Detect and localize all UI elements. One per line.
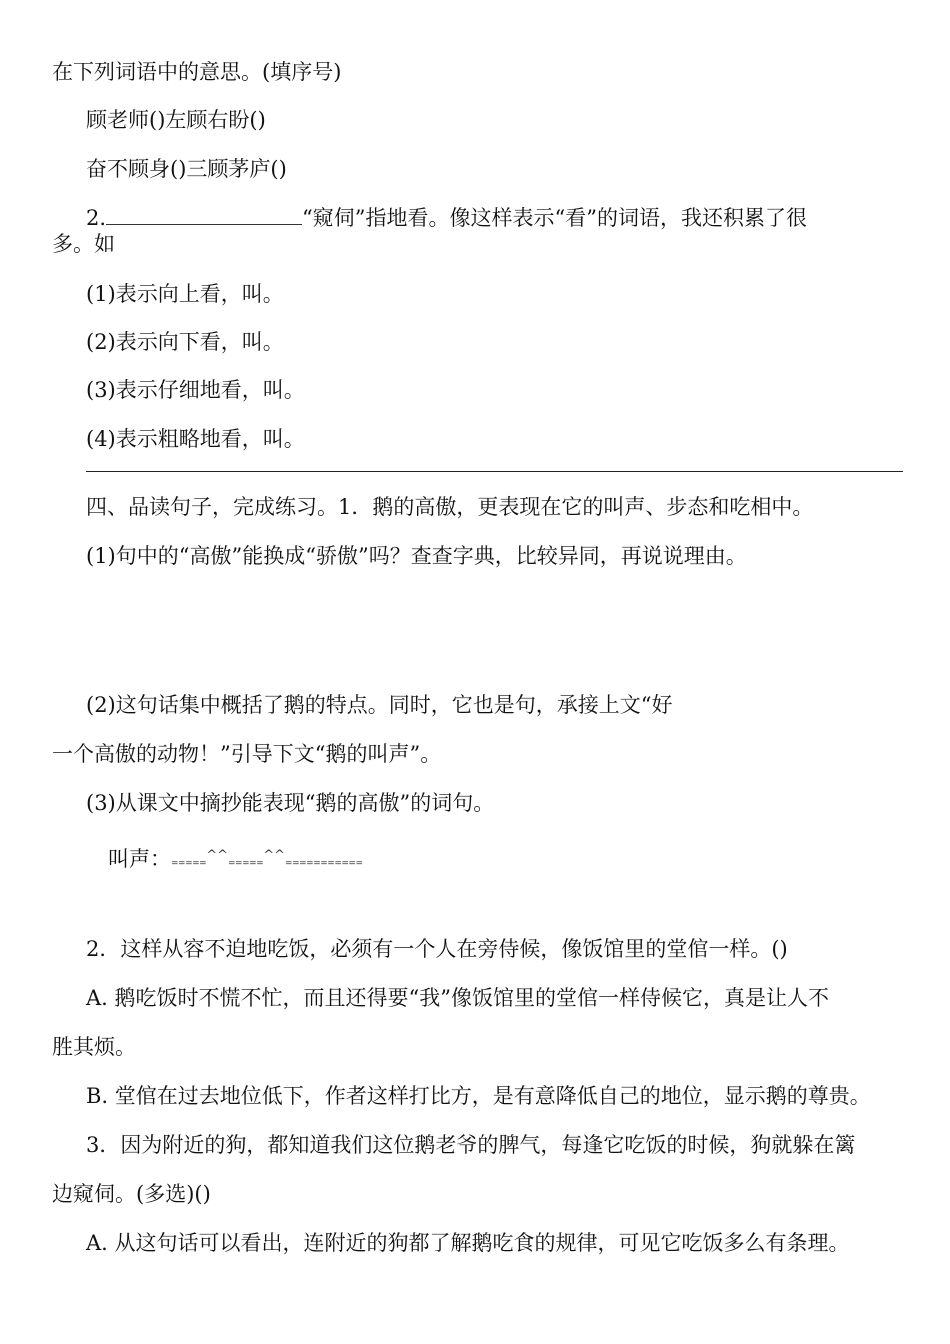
answer-line — [108, 842, 362, 878]
text-line: 在下列词语中的意思。(填序号) — [52, 60, 342, 84]
placeholder-marks: ^^ — [206, 848, 229, 863]
text-line: 一个高傲的动物！”引导下文“鹅的叫声”。 — [52, 742, 442, 766]
text-line: (4)表示粗略地看，叫。 — [86, 427, 305, 451]
section-heading: 四、品读句子，完成练习。1．鹅的高傲，更表现在它的叫声、步态和吃相中。 — [86, 495, 814, 519]
question-2-line — [86, 204, 807, 232]
text-line: (2)这句话集中概括了鹅的特点。同时，它也是句，承接上文“好 — [86, 693, 673, 717]
option-a: A. 从这句话可以看出，连附近的狗都了解鹅吃食的规律，可见它吃饭多么有条理。 — [86, 1231, 850, 1255]
text-line: (1)句中的“高傲”能换成“骄傲”吗？查查字典，比较异同，再说说理由。 — [86, 544, 747, 568]
placeholder-marks: =========== — [285, 859, 363, 869]
option-b: B. 堂倌在过去地位低下，作者这样打比方，是有意降低自己的地位，显示鹅的尊贵。 — [86, 1084, 871, 1108]
text-line: 2．这样从容不迫地吃饭，必须有一个人在旁侍候，像饭馆里的堂倌一样。() — [86, 937, 788, 961]
text-line: 边窥伺。(多选)() — [52, 1182, 211, 1206]
text-line: (1)表示向上看，叫。 — [86, 282, 284, 306]
text-line: 顾老师()左顾右盼() — [86, 108, 266, 132]
fill-blank[interactable] — [106, 204, 302, 225]
text-line: (3)从课文中摘抄能表现“鹅的高傲”的词句。 — [86, 791, 495, 815]
text-line: 胜其烦。 — [52, 1035, 136, 1059]
answer-label: 叫声： — [108, 847, 171, 871]
text-line: 奋不顾身()三顾茅庐() — [86, 157, 287, 181]
placeholder-marks: ^^ — [263, 848, 286, 863]
placeholder-marks: ===== — [171, 859, 207, 869]
divider — [86, 471, 903, 472]
question-text: “窥伺”指地看。像这样表示“看”的词语，我还积累了很 — [302, 206, 807, 230]
text-line: (2)表示向下看，叫。 — [86, 330, 284, 354]
placeholder-marks: ===== — [228, 859, 264, 869]
text-line: 3．因为附近的狗，都知道我们这位鹅老爷的脾气，每逢它吃饭的时候，狗就躲在篱 — [86, 1133, 856, 1157]
text-line: 多。如 — [52, 232, 115, 256]
question-number: 2. — [86, 206, 107, 230]
text-line: (3)表示仔细地看，叫。 — [86, 378, 305, 402]
option-a: A. 鹅吃饭时不慌不忙，而且还得要“我”像饭馆里的堂倌一样侍候它，真是让人不 — [86, 986, 829, 1010]
